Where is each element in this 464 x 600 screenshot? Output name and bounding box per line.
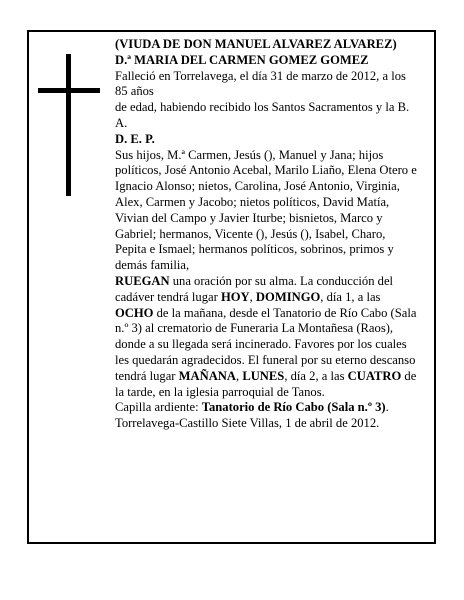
ceremony-comma-2: , [236, 368, 243, 383]
ceremony-text-5: de la tarde, en la iglesia parroquial de Tanos. [115, 368, 417, 399]
capilla-label: Capilla ardiente: [115, 400, 202, 415]
deceased-name: D.ª MARIA DEL CARMEN GOMEZ GOMEZ [115, 52, 369, 67]
ruegan-word: RUEGAN [115, 273, 170, 288]
ceremony-text-3: de la mañana, desde el Tanatorio de Río Cabo (Sala n.º 3) al crematorio de Funeraria La Montañesa (Raos), donde a su llegada será incinerado. Favores por los cuales les quedarán agradecidos. El funeral por su eterno descanso tendrá lugar [115, 305, 417, 383]
cross-horizontal-bar [38, 88, 100, 93]
signature-line: Torrelavega-Castillo Siete Villas, 1 de abril de 2012. [115, 416, 380, 431]
ocho-word: OCHO [115, 305, 154, 320]
ceremony-text-1: una oración por su alma. La conducción del cadáver tendrá lugar [115, 273, 394, 304]
ceremony-text-4: , día 2, a las [284, 368, 348, 383]
capilla-end: . [385, 400, 389, 415]
cuatro-word: CUATRO [347, 368, 402, 383]
dep-line: D. E. P. [115, 131, 155, 146]
capilla-place: Tanatorio de Río Cabo (Sala n.º 3) [201, 400, 386, 415]
family-paragraph: Sus hijos, M.ª Carmen, Jesús (), Manuel y Jana; hijos políticos, José Antonio Acebal, Marilo Liaño, Elena Otero e Ignacio Alonso; nietos, Carolina, José Antonio, Virginia, Alex, Carmen y Jacobo; nietos políticos, David Matía, Vivian del Campo y Javier Iturbe; bisnietos, Marco y Gabriel; hermanos, Vicente (), Jesús (), Isabel, Charo, Pepita e Ismael; hermanos políticos, sobrinos, primos y demás familia, [115, 147, 417, 273]
cross-vertical-bar [66, 54, 71, 196]
hoy-word: HOY [220, 289, 250, 304]
capilla-line [115, 400, 419, 416]
death-line: Falleció en Torrelavega, el día 31 de marzo de 2012, a los 85 años [115, 68, 406, 99]
ceremony-paragraph [115, 274, 419, 400]
lunes-word: LUNES [242, 368, 285, 383]
widow-header: (VIUDA DE DON MANUEL ALVAREZ ALVAREZ) [115, 37, 397, 51]
sacraments-line: de edad, habiendo recibido los Santos Sacramentos y la B. A. [115, 100, 410, 130]
obituary-text [115, 37, 419, 432]
ceremony-comma-1: , [249, 289, 256, 304]
ceremony-text-2: , día 1, a las [320, 289, 381, 304]
manana-word: MAÑANA [178, 368, 237, 383]
domingo-word: DOMINGO [255, 289, 321, 304]
